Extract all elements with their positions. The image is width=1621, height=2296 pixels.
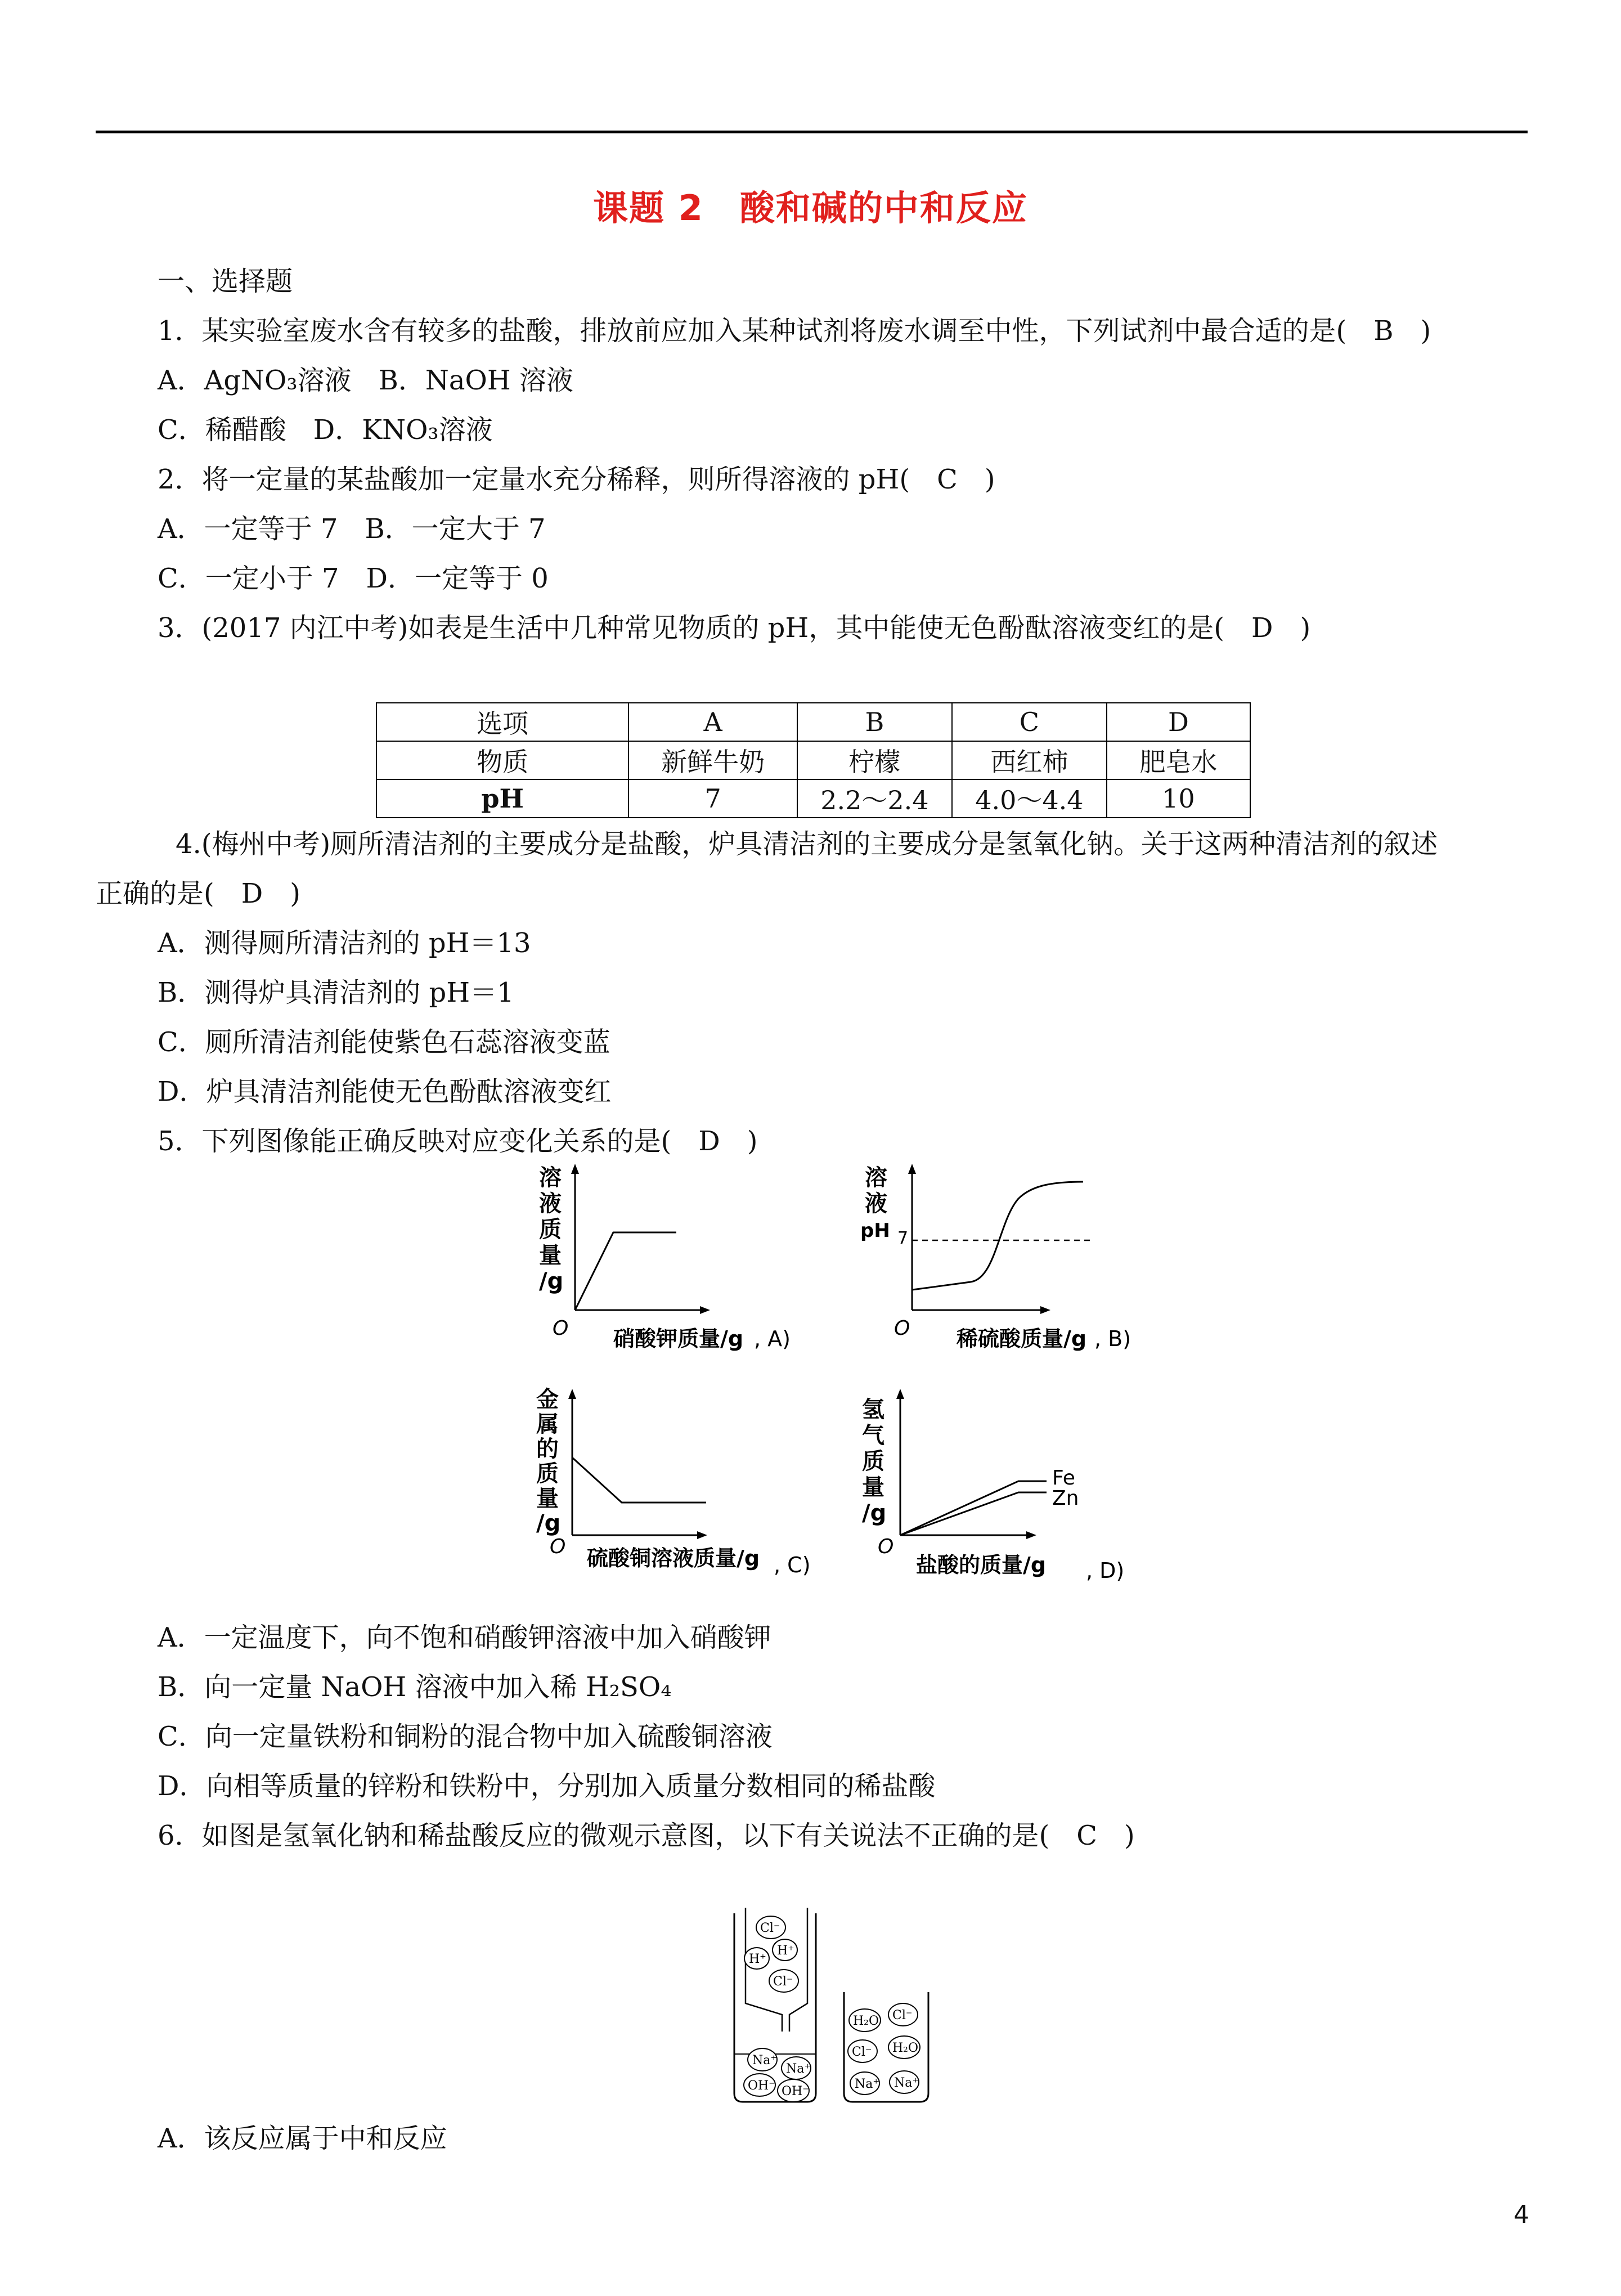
chart-b-origin: O — [894, 1317, 910, 1340]
table-row — [376, 741, 1250, 779]
table-cell: 2.2～2.4 — [797, 779, 952, 818]
chart-b — [858, 1159, 1173, 1373]
ylabel-char: 量 — [536, 1486, 559, 1512]
q2-stem: 2．将一定量的某盐酸加一定量水充分稀释，则所得溶液的 pH( C ) — [158, 464, 995, 495]
q2-options-ab: A．一定等于 7 B．一定大于 7 — [158, 513, 546, 545]
ylabel-char: 气 — [862, 1423, 884, 1449]
table-cell: C — [952, 703, 1107, 741]
table-cell: 西红柿 — [952, 741, 1107, 779]
series-line — [575, 1232, 676, 1310]
q4-option-c: C．厕所清洁剂能使紫色石蕊溶液变蓝 — [158, 1026, 610, 1058]
ylabel-char: 液 — [539, 1191, 562, 1217]
ylabel-char: /g — [536, 1510, 561, 1536]
chart-b-xlabel: 稀硫酸质量/g — [957, 1326, 1087, 1351]
ion-label: H₂O — [892, 2041, 919, 2055]
q4-stem-1: 4.(梅州中考)厕所清洁剂的主要成分是盐酸，炉具清洁剂的主要成分是氢氧化钠。关于这两种清洁剂的叙述 — [176, 828, 1438, 860]
q5-option-a: A．一定温度下，向不饱和硝酸钾溶液中加入硝酸钾 — [158, 1622, 771, 1653]
q1-options-ab: A．AgNO₃溶液 B．NaOH 溶液 — [158, 365, 574, 396]
q6-option-a: A．该反应属于中和反应 — [158, 2123, 447, 2154]
ion-label: Cl⁻ — [852, 2045, 872, 2059]
ion-label: OH⁻ — [782, 2084, 809, 2098]
ylabel-char: 的 — [536, 1436, 559, 1462]
ion-label: Cl⁻ — [773, 1975, 793, 1989]
table-row — [376, 703, 1250, 741]
chart-c-tag: , C) — [774, 1553, 811, 1577]
chart-a-tag: , A) — [754, 1326, 791, 1351]
ylabel-char: 溶 — [865, 1165, 887, 1191]
ylabel-char: 液 — [865, 1191, 887, 1217]
table-cell: 选项 — [376, 703, 628, 741]
q4-option-a: A．测得厕所清洁剂的 pH＝13 — [158, 927, 531, 959]
ion-label: OH⁻ — [748, 2079, 775, 2093]
y-axis-arrow — [571, 1164, 579, 1174]
chart-d-origin: O — [878, 1535, 894, 1558]
ion-label: H⁺ — [749, 1952, 766, 1966]
x-axis-arrow — [697, 1531, 707, 1539]
y-axis-arrow — [908, 1164, 916, 1174]
table-cell: 柠檬 — [797, 741, 952, 779]
chart-b-ylabel — [860, 1165, 890, 1242]
ylabel-char: 溶 — [539, 1165, 562, 1191]
chart-a — [529, 1159, 844, 1373]
ylabel-char: 金 — [536, 1387, 559, 1412]
ylabel-char: 属 — [536, 1411, 559, 1437]
x-axis-arrow — [1026, 1531, 1036, 1539]
section-heading: 一、选择题 — [158, 266, 293, 297]
chart-d-xlabel: 盐酸的质量/g — [916, 1553, 1047, 1577]
series-label-fe: Fe — [1052, 1467, 1075, 1490]
q1-stem: 1．某实验室废水含有较多的盐酸，排放前应加入某种试剂将废水调至中性，下列试剂中最合适的是( B ) — [158, 315, 1431, 347]
chart-a-ylabel — [539, 1165, 563, 1294]
q2-options-cd: C．一定小于 7 D．一定等于 0 — [158, 563, 549, 594]
chart-a-origin: O — [553, 1317, 569, 1340]
q3-stem: 3．(2017 内江中考)如表是生活中几种常见物质的 pH，其中能使无色酚酞溶液变红的是( D ) — [158, 612, 1311, 644]
series-line-zn — [900, 1492, 1047, 1535]
ylabel-char: 量 — [862, 1474, 884, 1500]
ion-label: Na⁺ — [855, 2077, 879, 2091]
table-cell: 4.0～4.4 — [952, 779, 1107, 818]
header-rule — [96, 131, 1528, 133]
ylabel-char: pH — [860, 1219, 890, 1242]
ylabel-char: 质 — [536, 1461, 559, 1487]
series-line — [912, 1182, 1083, 1290]
chart-c-origin: O — [550, 1535, 566, 1558]
table-cell: 肥皂水 — [1107, 741, 1250, 779]
chart-d-tag: , D) — [1086, 1558, 1125, 1583]
table-cell: 7 — [628, 779, 797, 818]
table-cell: B — [797, 703, 952, 741]
q5-option-c: C．向一定量铁粉和铜粉的混合物中加入硫酸铜溶液 — [158, 1721, 773, 1752]
page-number: 4 — [1514, 2200, 1529, 2229]
ylabel-char: 氢 — [862, 1397, 884, 1423]
q4-option-b: B．测得炉具清洁剂的 pH＝1 — [158, 977, 514, 1008]
table-cell: 新鲜牛奶 — [628, 741, 797, 779]
table-cell: D — [1107, 703, 1250, 741]
q5-option-d: D．向相等质量的锌粉和铁粉中，分别加入质量分数相同的稀盐酸 — [158, 1770, 936, 1802]
chart-d — [855, 1384, 1170, 1598]
ion-label: H₂O — [853, 2014, 879, 2028]
q5-stem: 5．下列图像能正确反映对应变化关系的是( D ) — [158, 1125, 758, 1157]
x-axis-arrow — [700, 1306, 710, 1314]
ph-table — [376, 702, 1251, 818]
q4-option-d: D．炉具清洁剂能使无色酚酞溶液变红 — [158, 1076, 612, 1107]
table-cell: pH — [376, 779, 628, 818]
q4-stem-2: 正确的是( D ) — [96, 878, 300, 909]
ylabel-char: 质 — [862, 1449, 884, 1474]
ion-label: Na⁺ — [894, 2076, 919, 2090]
ion-label: Cl⁻ — [760, 1921, 780, 1935]
chart-d-ylabel — [862, 1397, 886, 1526]
table-cell: 物质 — [376, 741, 628, 779]
chart-b-tag: , B) — [1094, 1326, 1131, 1351]
q1-options-cd: C．稀醋酸 D．KNO₃溶液 — [158, 414, 493, 446]
table-cell: 10 — [1107, 779, 1250, 818]
x-axis-arrow — [1040, 1306, 1050, 1314]
ylabel-char: /g — [539, 1268, 564, 1294]
table-row — [376, 779, 1250, 818]
q5-option-b: B．向一定量 NaOH 溶液中加入稀 H₂SO₄ — [158, 1671, 672, 1703]
series-line — [572, 1458, 706, 1503]
table-cell: A — [628, 703, 797, 741]
ylabel-char: /g — [862, 1500, 887, 1526]
y-axis-arrow — [896, 1389, 904, 1399]
series-label-zn: Zn — [1052, 1487, 1079, 1510]
ref-line-label: 7 — [897, 1228, 909, 1248]
chart-c-xlabel: 硫酸铜溶液质量/g — [587, 1546, 760, 1571]
ion-label: H⁺ — [777, 1944, 794, 1958]
q6-stem: 6．如图是氢氧化钠和稀盐酸反应的微观示意图，以下有关说法不正确的是( C ) — [158, 1820, 1135, 1851]
chart-a-xlabel: 硝酸钾质量/g — [613, 1326, 744, 1351]
reaction-diagram — [723, 1902, 948, 2110]
chart-c-ylabel — [536, 1387, 560, 1536]
y-axis-arrow — [568, 1389, 576, 1399]
ion-label: Na⁺ — [752, 2053, 777, 2068]
page-title: 课题 2 酸和碱的中和反应 — [593, 187, 1028, 228]
ion-label: Na⁺ — [786, 2062, 811, 2076]
ion-label: Cl⁻ — [892, 2008, 913, 2023]
chart-c — [526, 1384, 841, 1598]
ylabel-char: 质 — [539, 1217, 562, 1243]
ylabel-char: 量 — [539, 1243, 562, 1268]
